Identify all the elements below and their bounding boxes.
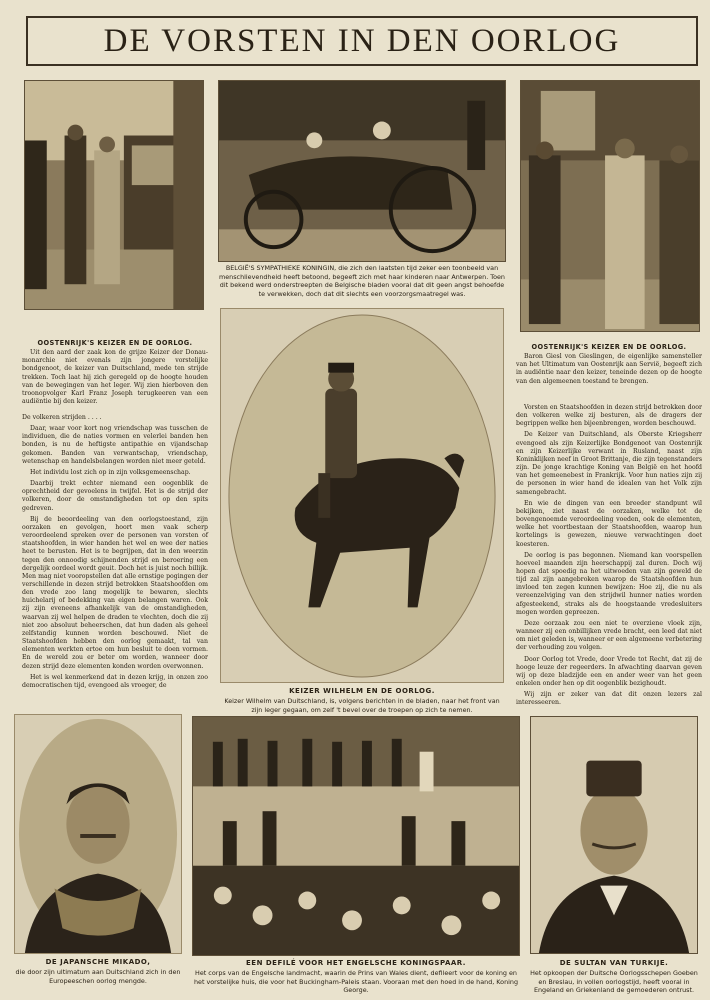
article-paragraph: Daarbij trekt echter niemand een oogenblik de oprechtheid der gevoelens in twijfel. Het is de strijd der volkeren, door de omstandigheden tot op den spits gedreven.: [22, 480, 208, 512]
caption-mikado: die door zijn ultimatum aan Duitschland zich in den Europeeschen oorlog mengde.: [15, 968, 181, 985]
article-paragraph: Uit den aard der zaak kon de grijze Keizer der Donau-monarchie niet evenals zijn jongere vorstelijke bondgenoot, de keizer van Duitschland, mede ten strijde trekken. Toch laat hij zich geregeld op de hoogte houden van de bewegingen van het leger. Wij zien hierboven den troonopvolger Karl Franz Joseph terugkeeren van een audiëntie bij den keizer.: [22, 349, 208, 406]
caption-title-defile: EEN DEFILÉ VOOR HET ENGELSCHE KONINGSPAAR.: [246, 959, 466, 967]
photo-english-defile: [192, 716, 520, 956]
article-paragraph: Deze oorzaak zou een niet te overziene vloek zijn, wanneer zij een onbillijken vrede bracht, een leed dat niet om niet geleden is, wanneer er een algemeene verbetering der verhouding zou volgen.: [516, 619, 702, 652]
article-paragraph: En wie de dingen van een breeder standpunt wil bekijken, ziet naast de oorzaken, welke tot de bovengenoemde veroordeeling voeden, ook de elementen, welke het voortbestaan der Staatshoofden, waarop hun kortelings is gewezen, nieuwe verwachtingen doet koesteren.: [516, 499, 702, 548]
article-paragraph: De volkeren strijden . . . .: [22, 414, 102, 421]
photo-austrian-emperor-departure: [24, 80, 204, 310]
caption-sultan: Het opkoopen der Duitsche Oorlogsschepen Goeben en Breslau, in vollen oorlogstijd, heeft vooral in Engeland en Griekenland de gemoederen ontrust.: [530, 969, 698, 995]
article-main-right: [516, 404, 702, 710]
article-paragraph: Het is wel kenmerkend dat in dezen krijg, in onzen zoo democratischen tijd, evengoed als vroeger, de: [22, 673, 208, 689]
page-title: DE VORSTEN IN DEN OORLOG: [103, 22, 621, 59]
photo-turkish-sultan: [530, 716, 698, 954]
article-paragraph: Door Oorlog tot Vrede, door Vrede tot Recht, dat zij de hooge leuze der regeerders. In afwachting daarvan geven wij op deze bladzijde een en ander weer van het geen enkelen onder hen op dit oogenblik bezighoudt.: [516, 655, 702, 687]
photo-giesl-audience: [520, 80, 700, 332]
article-giesl: [516, 343, 702, 389]
article-paragraph: De Keizer van Duitschland, als Oberste Kriegsherr evengoed als zijn Keizerlijke Bondgenoot van Oostenrijk en zijn Keizerlijke verwant in Rusland, naast zijn Koninklijken neef in Groot Brittanje, die zijn tegenstanders zijn. De jonge krachtige Koning van België en het hoofd van het gemeenebest in Frankrijk. Voor hun naties zijn zij de personen in wier hand de idealen van het Volk zijn samengebracht.: [516, 431, 702, 496]
caption-title-kaiser: KEIZER WILHELM EN DE OORLOG.: [289, 687, 435, 695]
photo-kaiser-wilhelm: [220, 308, 504, 683]
caption-kaiser: Keizer Wilhelm van Duitschland, is, volgens berichten in de bladen, naar het front van zijn leger gegaan, om zelf 't bevel over de troepen op zich te nemen.: [224, 697, 500, 714]
caption-belgian-queen: BELGIË'S SYMPATHIEKE KONINGIN, die zich den laatsten tijd zeker een toonbeeld van menschlievendheid heeft betoond, begeeft zich met haar kinderen naar Antwerpen. Toen dit bekend werd onderstreepten de Belgische bladen vooral dat dit geen angst behoefde te verwekken, doch dat dit slechts een voorzorgsmaatregel was.: [219, 264, 505, 298]
article-main-left: [22, 414, 208, 693]
article-paragraph: Vorsten en Staatshoofden in dezen strijd betrokken door den volkeren welke zij besturen, als de dragers der begrippen welke hen bijeenbrengen, worden beschouwd.: [516, 404, 702, 428]
article-austrian-emperor: [22, 339, 208, 409]
masthead: [26, 16, 698, 66]
article-paragraph: Wij zijn er zeker van dat dit onzen lezers zal interesseeren.: [516, 691, 702, 707]
article-paragraph: Bij de beoordeeling van den oorlogstoestand, zijn oorzaken en gevolgen, hoort men vaak scherp veroordeelend spreken over de personen van vorsten of staatshoofden, in wier handen het wel en wee der naties heet te berusten. Het is te begrijpen, dat in den weerzin tegen den onnoodig schijnenden strijd en beroering een dergelijk oordeel wordt geuit. Doch het is juist noch billijk. Men mag niet vooropstellen dat alle ernstige pogingen der verschillende in dezen strijd betrokken Staatshoofden om den vrede zoo lang mogelijk te bewaren, slechts huichelarij of bedekking van eigen belangen waren. Ook zij zijn eveneens afhankelijk van de omstandigheden, waarvan zij wel helpen de draden te vlechten, doch die zij niet zoo absoluut beheerschen, dat hun daden als geheel zelfstandig kunnen worden beschouwd. Niet de Staatshoofden hebben den oorlog gemaakt, tal van elementen werkten ertoe om hun besluit te doen vormen. En de wereld zou er beter om worden, wanneer door dezen strijd deze elementen konden worden overwonnen.: [22, 515, 208, 670]
article-paragraph: Baron Giesl von Gieslingen, de eigenlijke samensteller van het Ultimatum van Oostenrijk aan Servië, begeeft zich in audiëntie naar den keizer, teneinde dezen op de hoogte van den algemeenen toestand te brengen.: [516, 353, 702, 385]
photo-belgian-queen-carriage: [218, 80, 506, 262]
caption-defile: Het corps van de Engelsche landmacht, waarin de Prins van Wales dient, defileert voor de koning en het vorstelijke huis, die voor het Buckingham-Paleis staan. Vooraan met den hoed in de hand, Koning George.: [193, 969, 519, 995]
article-paragraph: Daar, waar voor kort nog vriendschap was tusschen de individuen, die de naties vormen en velerlei banden hen bonden, is nu de heftigste antipathie en vijandschap gekomen. Banden van verwantschap, vriendschap, wetenschap en handelsbelangen worden niet meer geteld.: [22, 425, 208, 465]
caption-title-sultan: DE SULTAN VAN TURKIJE.: [559, 959, 669, 967]
caption-title-mikado: DE JAPANSCHE MIKADO,: [45, 958, 151, 966]
article-title: OOSTENRIJK'S KEIZER EN DE OORLOG.: [37, 339, 193, 347]
article-title: OOSTENRIJK'S KEIZER EN DE OORLOG.: [531, 343, 687, 351]
article-paragraph: Het individu lost zich op in zijn volksgemeenschap.: [30, 468, 191, 476]
article-paragraph: De oorlog is pas begonnen. Niemand kan voorspellen hoeveel maanden zijn heerschappij zal duren. Doch wij hopen dat spoedig na het uitwoeden van zijn geweld de tijd zal zijn aangebroken waarop de Staatshoofden hun invloed ten zegen kunnen bewijzen: Hoe zij, die nu als vereenzelviging van den strijdwil hunner naties worden afgesteekend, straks als de hoogstaande vredesluiters mogen worden gepreezen.: [516, 551, 702, 616]
photo-japanese-mikado: [14, 714, 182, 954]
